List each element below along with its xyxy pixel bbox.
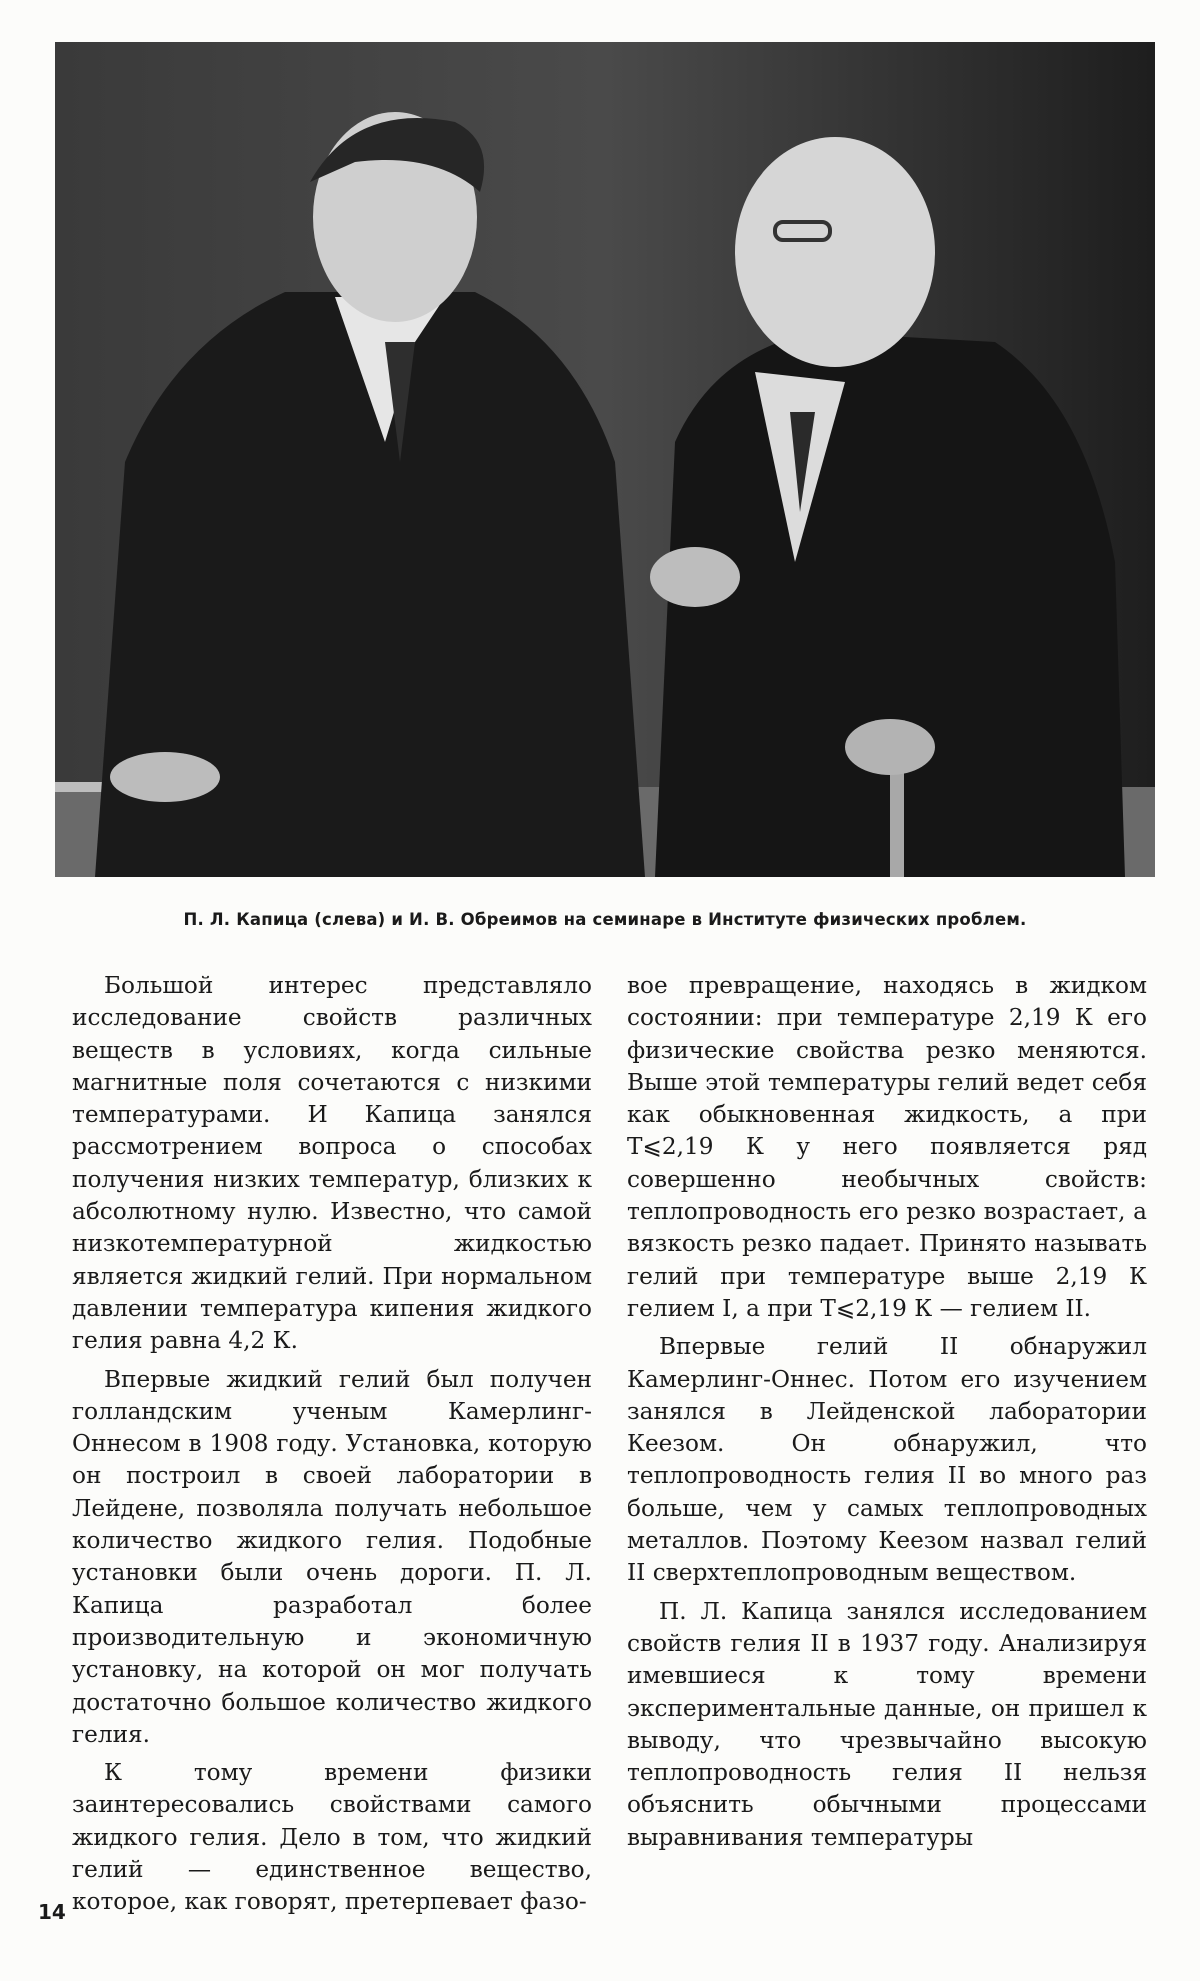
photo-kapitsa-obreimov (55, 42, 1155, 877)
photo-caption: П. Л. Капица (слева) и И. В. Обреимов на семинаре в Институте физических проблем. (183, 910, 1027, 929)
left-column (72, 970, 592, 1919)
paragraph: Большой интерес представляло исследование свойств различных веществ в условиях, когда сильные магнитные поля сочетаются с низкими температурами. И Капица занялся рассмотрением вопроса о способах получения низких температур, близких к абсолютному нулю. Известно, что самой низкотемпературной жидкостью является жидкий гелий. При нормальном давлении температура кипения жидкого гелия равна 4,2 К. (72, 972, 592, 1355)
paragraph: вое превращение, находясь в жидком состоянии: при температуре 2,19 К его физические свойства резко меняются. Выше этой температуры гелий ведет себя как обыкновенная жидкость, а при T⩽2,19 К у него появляется ряд совершенно необычных свойств: теплопроводность его резко возрастает, а вязкость резко падает. Принято называть гелий при температуре выше 2,19 К гелием I, а при T⩽2,19 К — гелием II. (627, 972, 1147, 1322)
paragraph: Впервые жидкий гелий был получен голландским ученым Камерлинг-Оннесом в 1908 году. Установка, которую он построил в своей лаборатории в Лейдене, позволяла получать небольшое количество жидкого гелия. Подобные установки были очень дороги. П. Л. Капица разработал более производительную и экономичную установку, на которой он мог получать достаточно большое количество жидкого гелия. (72, 1365, 592, 1748)
article-text (72, 970, 1157, 1916)
paragraph: П. Л. Капица занялся исследованием свойств гелия II в 1937 году. Анализируя имевшиеся к тому времени экспериментальные данные, он пришел к выводу, что чрезвычайно высокую теплопроводность гелия II нельзя объяснить обычными процессами выравнивания температуры (627, 1597, 1147, 1851)
paragraph: К тому времени физики заинтересовались свойствами самого жидкого гелия. Дело в том, что жидкий гелий — единственное вещество, которое, как говорят, претерпевает фазо- (72, 1759, 592, 1916)
photo-portrait-icon (55, 42, 1155, 877)
paragraph: Впервые гелий II обнаружил Камерлинг-Оннес. Потом его изучением занялся в Лейденской лаборатории Кеезом. Он обнаружил, что теплопроводность гелия II во много раз больше, чем у самых теплопроводных металлов. Поэтому Кеезом назвал гелий II сверхтеплопроводным веществом. (627, 1333, 1147, 1587)
right-column (627, 970, 1147, 1854)
page-number: 14 (38, 1900, 66, 1924)
